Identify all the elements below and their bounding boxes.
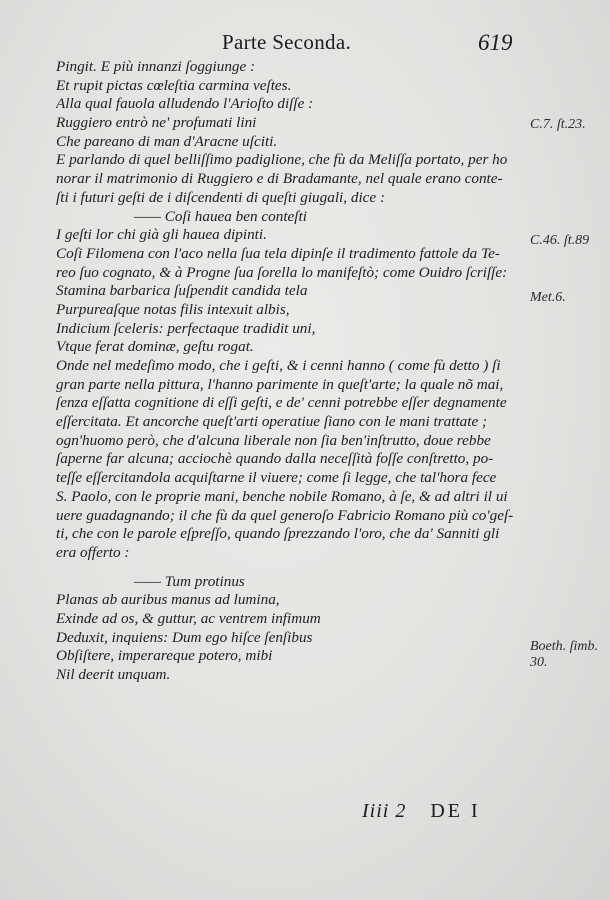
text-line: reo ſuo cognato, & à Progne ſua ſorella lo manifeſtò; come Ouidro ſcriſſe: [56, 263, 508, 281]
text-line: Ruggiero entrò ne' profumati lini [56, 114, 257, 132]
text-line: era offerto : [56, 543, 130, 561]
text-line: Alla qual fauola alludendo l'Arioſto diſſe : [56, 95, 314, 113]
text-line: Obſiſtere, imperareque potero, mibi [56, 647, 273, 665]
text-line: —— Tum protinus [134, 572, 245, 590]
text-line: —— Coſi hauea ben conteſti [134, 207, 307, 225]
text-line: uere guadagnando; il che fù da quel generoſo Fabricio Romano più co'geſ- [56, 506, 514, 524]
text-line: I geſti lor chi già gli hauea dipinti. [56, 226, 267, 244]
margin-note: Met.6. [530, 290, 566, 305]
text-line: Stamina barbarica ſuſpendit candida tela [56, 282, 308, 300]
margin-note: 30. [530, 655, 548, 670]
text-line: Pingit. E più innanzi ſoggiunge : [56, 58, 256, 75]
text-line: ſenza eſſatta cognitione di eſſi geſti, e de' cenni potrebbe eſſer degnamente [56, 394, 507, 412]
text-line: ſaperne far alcuna; acciochè quando dalla neceſſità foſſe conſtretto, po- [56, 450, 494, 468]
text-line: Coſi Filomena con l'aco nella ſua tela dipinſe il tradimento fattole da Te- [56, 244, 500, 262]
text-line: S. Paolo, con le proprie mani, benche nobile Romano, à ſe, & ad altri il ui [56, 487, 508, 505]
text-line: Che pareano di man d'Aracne uſciti. [56, 132, 278, 150]
signature-mark: Iiii 2 [362, 800, 407, 822]
body-text [56, 58, 518, 685]
text-line: E parlando di quel belliſſimo padiglione, che fù da Meliſſa portato, per ho [56, 151, 508, 169]
text-line: Purpureaſque notas filis intexuit albis, [56, 300, 290, 318]
text-line: ſti i futuri geſti de i diſcendenti di queſti giugali, dice : [56, 188, 386, 206]
text-line: Indicium ſceleris: perfectaque tradidit uni, [56, 319, 316, 337]
margin-note: Boeth. ſimb. [530, 639, 599, 654]
margin-note: C.46. ſt.89 [530, 233, 590, 248]
text-line: ogn'huomo però, che d'alcuna liberale non ſia ben'inſtrutto, doue rebbe [56, 431, 491, 449]
text-line: eſſercitata. Et ancorche queſt'arti operatiue ſiano con le mani trattate ; [56, 413, 488, 431]
text-line: Et rupit pictas cœleſtia carmina veſtes. [56, 76, 292, 94]
running-header: Parte Seconda. [222, 30, 351, 54]
text-line: Deduxit, inquiens: Dum ego hiſce ſenſibus [56, 628, 313, 646]
catchword: DE I [430, 800, 481, 822]
text-line: Nil deerit unquam. [56, 666, 171, 683]
footer-signature [362, 800, 481, 823]
page-number: 619 [478, 30, 513, 55]
text-line: Onde nel medeſimo modo, che i geſti, & i cenni hanno ( come fù detto ) ſi [56, 357, 501, 374]
text-line: ti, che con le parole eſpreſſo, quando ſprezzando l'oro, che da' Sanniti gli [56, 525, 500, 543]
text-line: norar il matrimonio di Ruggiero e di Bradamante, nel quale erano conte- [56, 170, 503, 188]
margin-note: C.7. ſt.23. [530, 117, 586, 132]
text-line: Planas ab auribus manus ad lumina, [56, 591, 280, 609]
text-line: Exinde ad os, & guttur, ac ventrem infimum [56, 609, 321, 627]
text-line: teſſe eſſercitandola acquiſtarne il viuere; come ſi legge, che tal'hora fece [56, 469, 497, 487]
text-line: Vtque ferat dominæ, geſtu rogat. [56, 338, 254, 356]
text-line: gran parte nella pittura, l'hanno parimente in queſt'arte; la quale nõ mai, [56, 375, 504, 393]
